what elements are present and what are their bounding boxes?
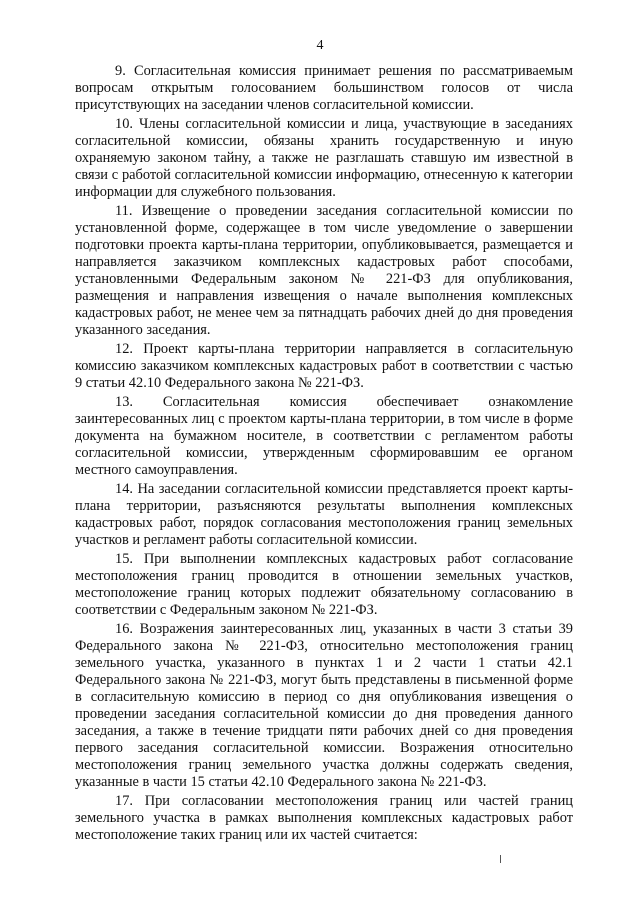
paragraph-item-13: 13. Согласительная комиссия обеспечивает ознакомление заинтересованных лиц с проектом карты-плана территории, в том числе в форме документа на бумажном носителе, в соответствии с регламентом работы согласительной комиссии, утвержденным сформировавшим ее органом местного самоуправления. xyxy=(75,393,573,479)
paragraph-item-10: 10. Члены согласительной комиссии и лица, участвующие в заседаниях согласительной комиссии, обязаны хранить государственную и иную охраняемую законом тайну, а также не разглашать ставшую им известной в связи с работой согласительной комиссии информацию, отнесенную к категории информации для служебного пользования. xyxy=(75,115,573,201)
paragraph-item-12: 12. Проект карты-плана территории направляется в согласительную комиссию заказчиком комплексных кадастровых работ в соответствии с частью 9 статьи 42.10 Федерального закона № 221-ФЗ. xyxy=(75,341,573,392)
paragraph-item-17: 17. При согласовании местоположения границ или частей границ земельного участка в рамках выполнения комплексных кадастровых работ местоположение таких границ или их частей считается: xyxy=(75,792,573,844)
paragraph-item-14: 14. На заседании согласительной комиссии представляется проект карты-плана территории, разъясняются результаты выполнения комплексных кадастровых работ, порядок согласования местоположения границ земельных участков и регламент работы согласительной комиссии. xyxy=(75,480,573,549)
scan-mark xyxy=(500,855,501,863)
paragraph-item-15: 15. При выполнении комплексных кадастровых работ согласование местоположения границ проводится в отношении земельных участков, местоположение границ которых подлежит обязательному согласованию в соответствии с Федеральным законом № 221-ФЗ. xyxy=(75,550,573,618)
page-number: 4 xyxy=(316,38,324,53)
paragraph-item-11: 11. Извещение о проведении заседания согласительной комиссии по установленной форме, содержащее в том числе уведомление о завершении подготовки проекта карты-плана территории, опубликовывается, размещается и направляется заказчиком комплексных кадастровых работ способами, установленными Федеральным законом № 221-ФЗ для опубликования, размещения и направления извещения о начале выполнения комплексных кадастровых работ, не менее чем за пятнадцать рабочих дней до дня проведения указанного заседания. xyxy=(75,202,573,339)
paragraph-item-9: 9. Согласительная комиссия принимает решения по рассматриваемым вопросам открытым голосованием большинством голосов от числа присутствующих на заседании членов согласительной комиссии. xyxy=(75,63,573,114)
document-body xyxy=(75,63,573,846)
paragraph-item-16: 16. Возражения заинтересованных лиц, указанных в части 3 статьи 39 Федерального закона № 221-ФЗ, относительно местоположения границ земельного участка, указанного в пунктах 1 и 2 части 1 статьи 42.1 Федерального закона № 221-ФЗ, могут быть представлены в письменной форме в согласительную комиссию в период со дня опубликования извещения о проведении заседания согласительной комиссии до дня проведения данного заседания, а также в течение тридцати пяти рабочих дней со дня проведения первого заседания согласительной комиссии. Возражения относительно местоположения границ земельного участка должны содержать сведения, указанные в части 15 статьи 42.10 Федерального закона № 221-ФЗ. xyxy=(75,620,573,791)
